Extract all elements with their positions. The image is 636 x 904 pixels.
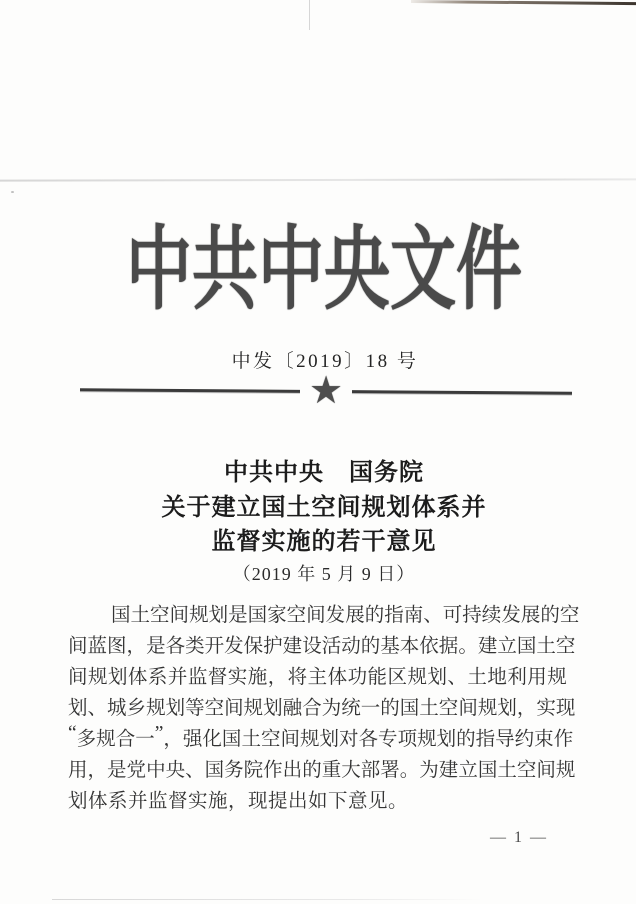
- separator-rule: [80, 369, 572, 413]
- body-line: 国 土 空 间 规 划 是 国 家 空 间 发 展 的 指 南 、 可 持 续 发 展 的 空: [111, 605, 580, 626]
- body-line: 划体系并监督实施，现提出如下意见。: [68, 791, 409, 812]
- body-paragraph: [68, 599, 580, 816]
- document-title-line-3: 监督实施的若干意见: [211, 529, 437, 555]
- body-line: 用 ， 是 党 中 央 、 国 务 院 作 出 的 重 大 部 署 。 为 建 立 国 土 空 间 规: [68, 760, 576, 781]
- body-line: 间 蓝 图 ， 是 各 类 开 发 保 护 建 设 活 动 的 基 本 依 据 。 建 立 国 土 空: [68, 636, 576, 657]
- body-line: “ 多 规 合 一 ” ， 强 化 国 土 空 间 规 划 对 各 专 项 规 划 的 指 导 约 束 作: [68, 723, 574, 750]
- document-title-line-1: 中共中央 国务院: [224, 460, 424, 486]
- document-number: 中发〔2019〕18 号: [231, 351, 419, 372]
- document-title-line-2: 关于建立国土空间规划体系并: [161, 495, 487, 521]
- document-masthead-title: 中共中央文件: [126, 217, 522, 320]
- rule-line-right: [352, 390, 572, 395]
- page-number: — 1 —: [490, 829, 548, 846]
- scan-artifact-speck: [11, 191, 14, 193]
- body-line: 划 、 城 乡 规 划 等 空 间 规 划 融 合 为 统 一 的 国 土 空 间 规 划 ， 实 现: [68, 698, 576, 719]
- scan-artifact-vertical-line: [309, 0, 310, 30]
- star-icon: ★: [308, 369, 344, 413]
- body-line: 间 规 划 体 系 并 监 督 实 施 ， 将 主 体 功 能 区 规 划 、 土 地 利 用 规: [68, 667, 567, 688]
- scan-artifact-fold-line: [0, 178, 636, 181]
- document-date: （2019 年 5 月 9 日）: [232, 564, 416, 584]
- scan-artifact-top-edge: [411, 0, 636, 5]
- scan-artifact-bottom-line: [52, 899, 482, 900]
- rule-line-left: [80, 388, 300, 393]
